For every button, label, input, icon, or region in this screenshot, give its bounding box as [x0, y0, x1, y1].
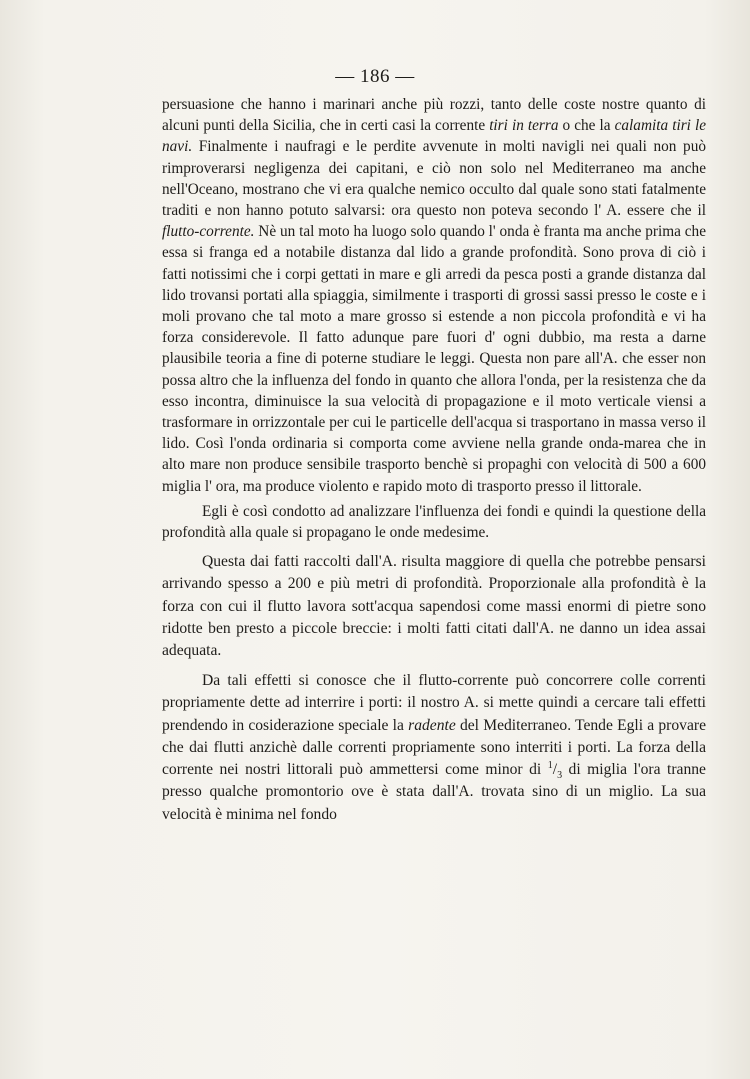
p1-text-b: o che la: [558, 117, 615, 135]
paragraph-4: [162, 670, 706, 825]
p4-italic: radente: [408, 716, 456, 734]
p4-text-a: Da tali effetti si conosce che il flutto-corrente può concorrere colle correnti propriamente dette ad interrire i porti: il nostro A. si mette quindi a cercare tali effetti prendendo in cosiderazione speciale la: [162, 672, 706, 734]
p1-italic-1: tiri in terra: [489, 117, 559, 135]
fraction-numerator: 1: [547, 759, 553, 771]
fraction-denominator: 3: [557, 770, 563, 782]
p1-text-c: Finalmente i naufragi e le perdite avvenute in molti navigli nei quali non può rimproverarsi negligenza dei capitani, e ciò non solo nel Mediterraneo ma anche nell'Oceano, mostrano che vi era qualche nemico occulto dal quale sono stati fatalmente traditi e non hanno potuto salvarsi: ora questo non poteva secondo l' A. essere che il: [162, 138, 706, 220]
paragraph-3: Questa dai fatti raccolti dall'A. risulta maggiore di quella che potrebbe pensarsi arrivando spesso a 200 e più metri di profondità. Proporzionale alla profondità è la forza con cui il flutto lavora sott'acqua sapendosi come massi enormi di pietre sono ridotte ben presto a piccole breccie: i molti fatti citati dall'A. ne danno un idea assai adequata.: [162, 553, 706, 660]
paragraph-2: Egli è così condotto ad analizzare l'influenza dei fondi e quindi la questione della profondità alla quale si propagano le onde medesime.: [162, 502, 706, 542]
body-text: [162, 94, 706, 834]
p1-text-a: persuasione che hanno i marinari anche più rozzi, tanto delle coste nostre quanto di alcuni punti della Sicilia, che in certi casi la corrente: [162, 96, 706, 135]
page-number: — 186 —: [335, 66, 415, 87]
p1-italic-2: calamita tiri le navi.: [162, 117, 706, 156]
paragraph-1: [162, 94, 706, 497]
p1-text-d: Nè un tal moto ha luogo solo quando l' onda è franta ma anche prima che essa si franga ed a notabile distanza dal lido a grande profondità. Sono prova di ciò i fatti notissimi che i corpi gettati in mare e gli arredi da pesca posti a grande distanza dal lido trovansi portati alla spiaggia, similmente i trasporti di grossi sassi presso le coste e i moli provano che tal moto a mare grosso si estende a non piccola profondità e vi ha forza considerevole. Il fatto adunque pare fuori d' ogni dubbio, ma resta a darne plausibile teoria a fine di poterne studiare le leggi. Questa non pare all'A. che esser non possa altro che la influenza del fondo in quanto che allora l'onda, per la resistenza che da esso incontra, diminuisce la sua velocità di propagazione e il moto verticale viensi a trasformare in orrizzontale per cui le particelle dell'acqua si trasportano in massa verso il lido. Così l'onda ordinaria si comporta come avviene nella grande onda-marea che in alto mare non produce sensibile trasporto benchè si propaghi con velocità di 500 a 600 miglia l' ora, ma produce violento e rapido moto di trasporto presso il littorale.: [162, 223, 706, 495]
fraction-slash: /: [552, 761, 558, 779]
p4-text-c: di miglia l'ora tranne presso qualche promontorio ove è stata dall'A. trovata sino di un miglio. La sua velocità è minima nel fondo: [162, 761, 706, 823]
p1-italic-3: flutto-corrente.: [162, 223, 255, 241]
p4-text-b: del Mediterraneo. Tende Egli a provare che dai flutti anzichè dalle correnti propriamente sono interriti i porti. La forza della corrente nei nostri littorali può ammettersi come minor di: [162, 716, 706, 779]
